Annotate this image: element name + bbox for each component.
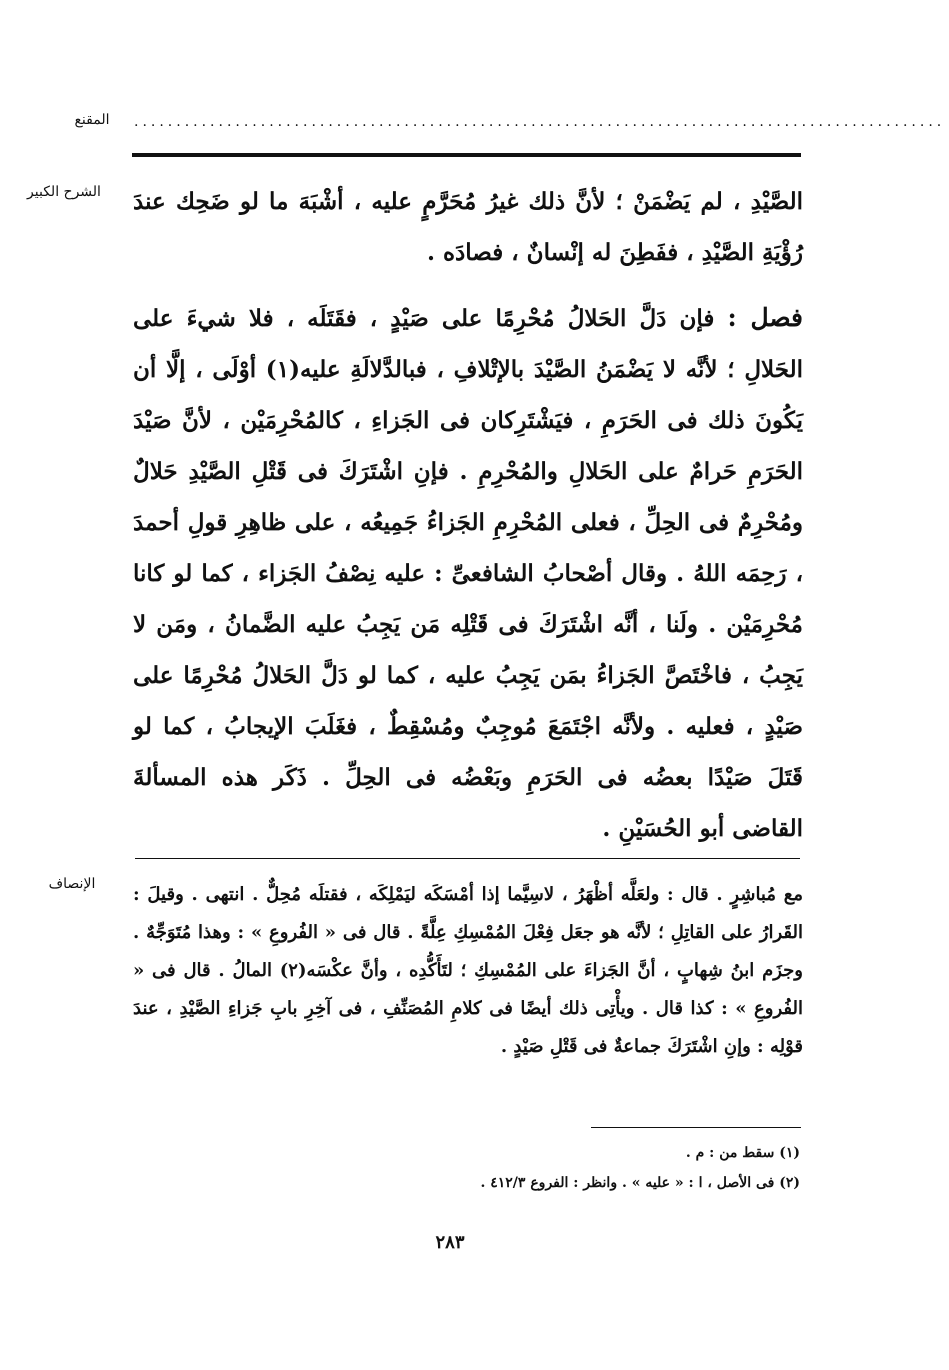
insaf-paragraph xyxy=(133,876,803,1066)
section-divider xyxy=(135,858,800,859)
footnote-rule xyxy=(591,1127,801,1128)
section-label-sharh: الشرح الكبير xyxy=(27,184,101,200)
header-dotted-leader: ................................................................................................ xyxy=(134,114,946,130)
header-rule xyxy=(132,153,801,157)
footnote-1: (١) سقط من : م . xyxy=(685,1145,800,1161)
footnote-2: (٢) فى الأصل ، ا : « عليه » . وانظر : الفروع ٤١٢/٣ . xyxy=(480,1175,800,1191)
sharh-paragraph-1 xyxy=(133,176,803,278)
sharh-paragraph-1-text: الصَّيْدِ ، لم يَضْمَنْ ؛ لأنَّ ذلك غيرُ مُحَرَّمٍ عليه ، أشْبَهَ ما لو ضَحِك عندَ رُؤْيَةِ الصَّيْدِ ، ففَطِنَ له إنْسانٌ ، فصادَه . xyxy=(133,188,803,266)
sharh-paragraph-2-body xyxy=(133,292,803,854)
sharh-paragraph-2-text: فإن دَلَّ الحَلالُ مُحْرِمًا على صَيْدٍ ، فقَتَلَه ، فلا شيءَ على الحَلالِ ؛ لأنَّه لا يَضْمَنُ الصَّيْدَ بالإتْلافِ ، فبالدَّلالَةِ عليه(١) أوْلَى ، إلَّا أن يَكُونَ ذلك فى الحَرَمِ ، فيَشْتَرِكان فى الجَزاءِ ، كالمُحْرِمَيْن ، لأنَّ صَيْدَ الحَرَمِ حَرامٌ على الحَلالِ والمُحْرِمِ . فإنِ اشْتَرَكَ فى قَتْلِ الصَّيْدِ حَلالٌ ومُحْرِمٌ فى الحِلِّ ، فعلى المُحْرِمِ الجَزاءُ جَمِيعُه ، على ظاهِرِ قولِ أحمدَ ، رَحِمَه اللهُ . وقال أصْحابُ الشافعىِّ : عليه نِصْفُ الجَزاء ، كما لو كانا مُحْرِمَيْن . ولَنا ، أنَّه اشْتَرَكَ فى قَتْلِه مَن يَجِبُ عليه الضَّمانُ ، ومَن لا يَجِبُ ، فاخْتَصَّ الجَزاءُ بمَن يَجِبُ عليه ، كما لو دَلَّ الحَلالُ مُحْرِمًا على صَيْدٍ ، فعليه . ولأنَّه اجْتَمَعَ مُوجِبٌ ومُسْقِطٌ ، فغَلَبَ الإيجابُ ، كما لو قَتَلَ صَيْدًا بعضُه فى الحَرَمِ وبَعْضُه فى الحِلِّ . ذَكَر هذه المسألةَ القاضى أبو الحُسَيْنِ . xyxy=(133,305,803,842)
insaf-text: مع مُباشِرٍ . قال : ولعَلَّه أظْهَرُ ، لاسِيَّما إذا أمْسَكَه ليَمْلِكَه ، فقتلَه مُحِلٌّ . انتهى . وقيلَ : القَرارُ على القاتِلِ ؛ لأنَّه هو جعَل فِعْلَ المُمْسِكِ عِلَّةً . قال فى « الفُروعِ » : وهذا مُتَوَجِّهٌ . وجزَم ابنُ شِهابٍ ، أنَّ الجَزاءَ على المُمْسِكِ ؛ لتَأَكُّدِه ، وأنَّ عكْسَه(٢) المالُ . قال فى « الفُروعِ » : كذا قال . ويأْتِى ذلك أيضًا فى كلامِ المُصَنِّفِ ، فى آخِرِ بابِ جَزاءِ الصَّيْدِ ، عندَ قوْلِه : وإنِ اشْتَرَكَ جماعةٌ فى قَتْلِ صَيْدٍ . xyxy=(133,884,803,1057)
page-number: ٢٨٣ xyxy=(435,1232,465,1253)
section-label-insaf: الإنصاف xyxy=(48,876,96,892)
fasl-heading: فصل : xyxy=(727,303,804,332)
sharh-paragraph-2 xyxy=(133,292,803,854)
book-title: المقنع xyxy=(74,112,110,128)
footnotes xyxy=(300,1138,800,1198)
